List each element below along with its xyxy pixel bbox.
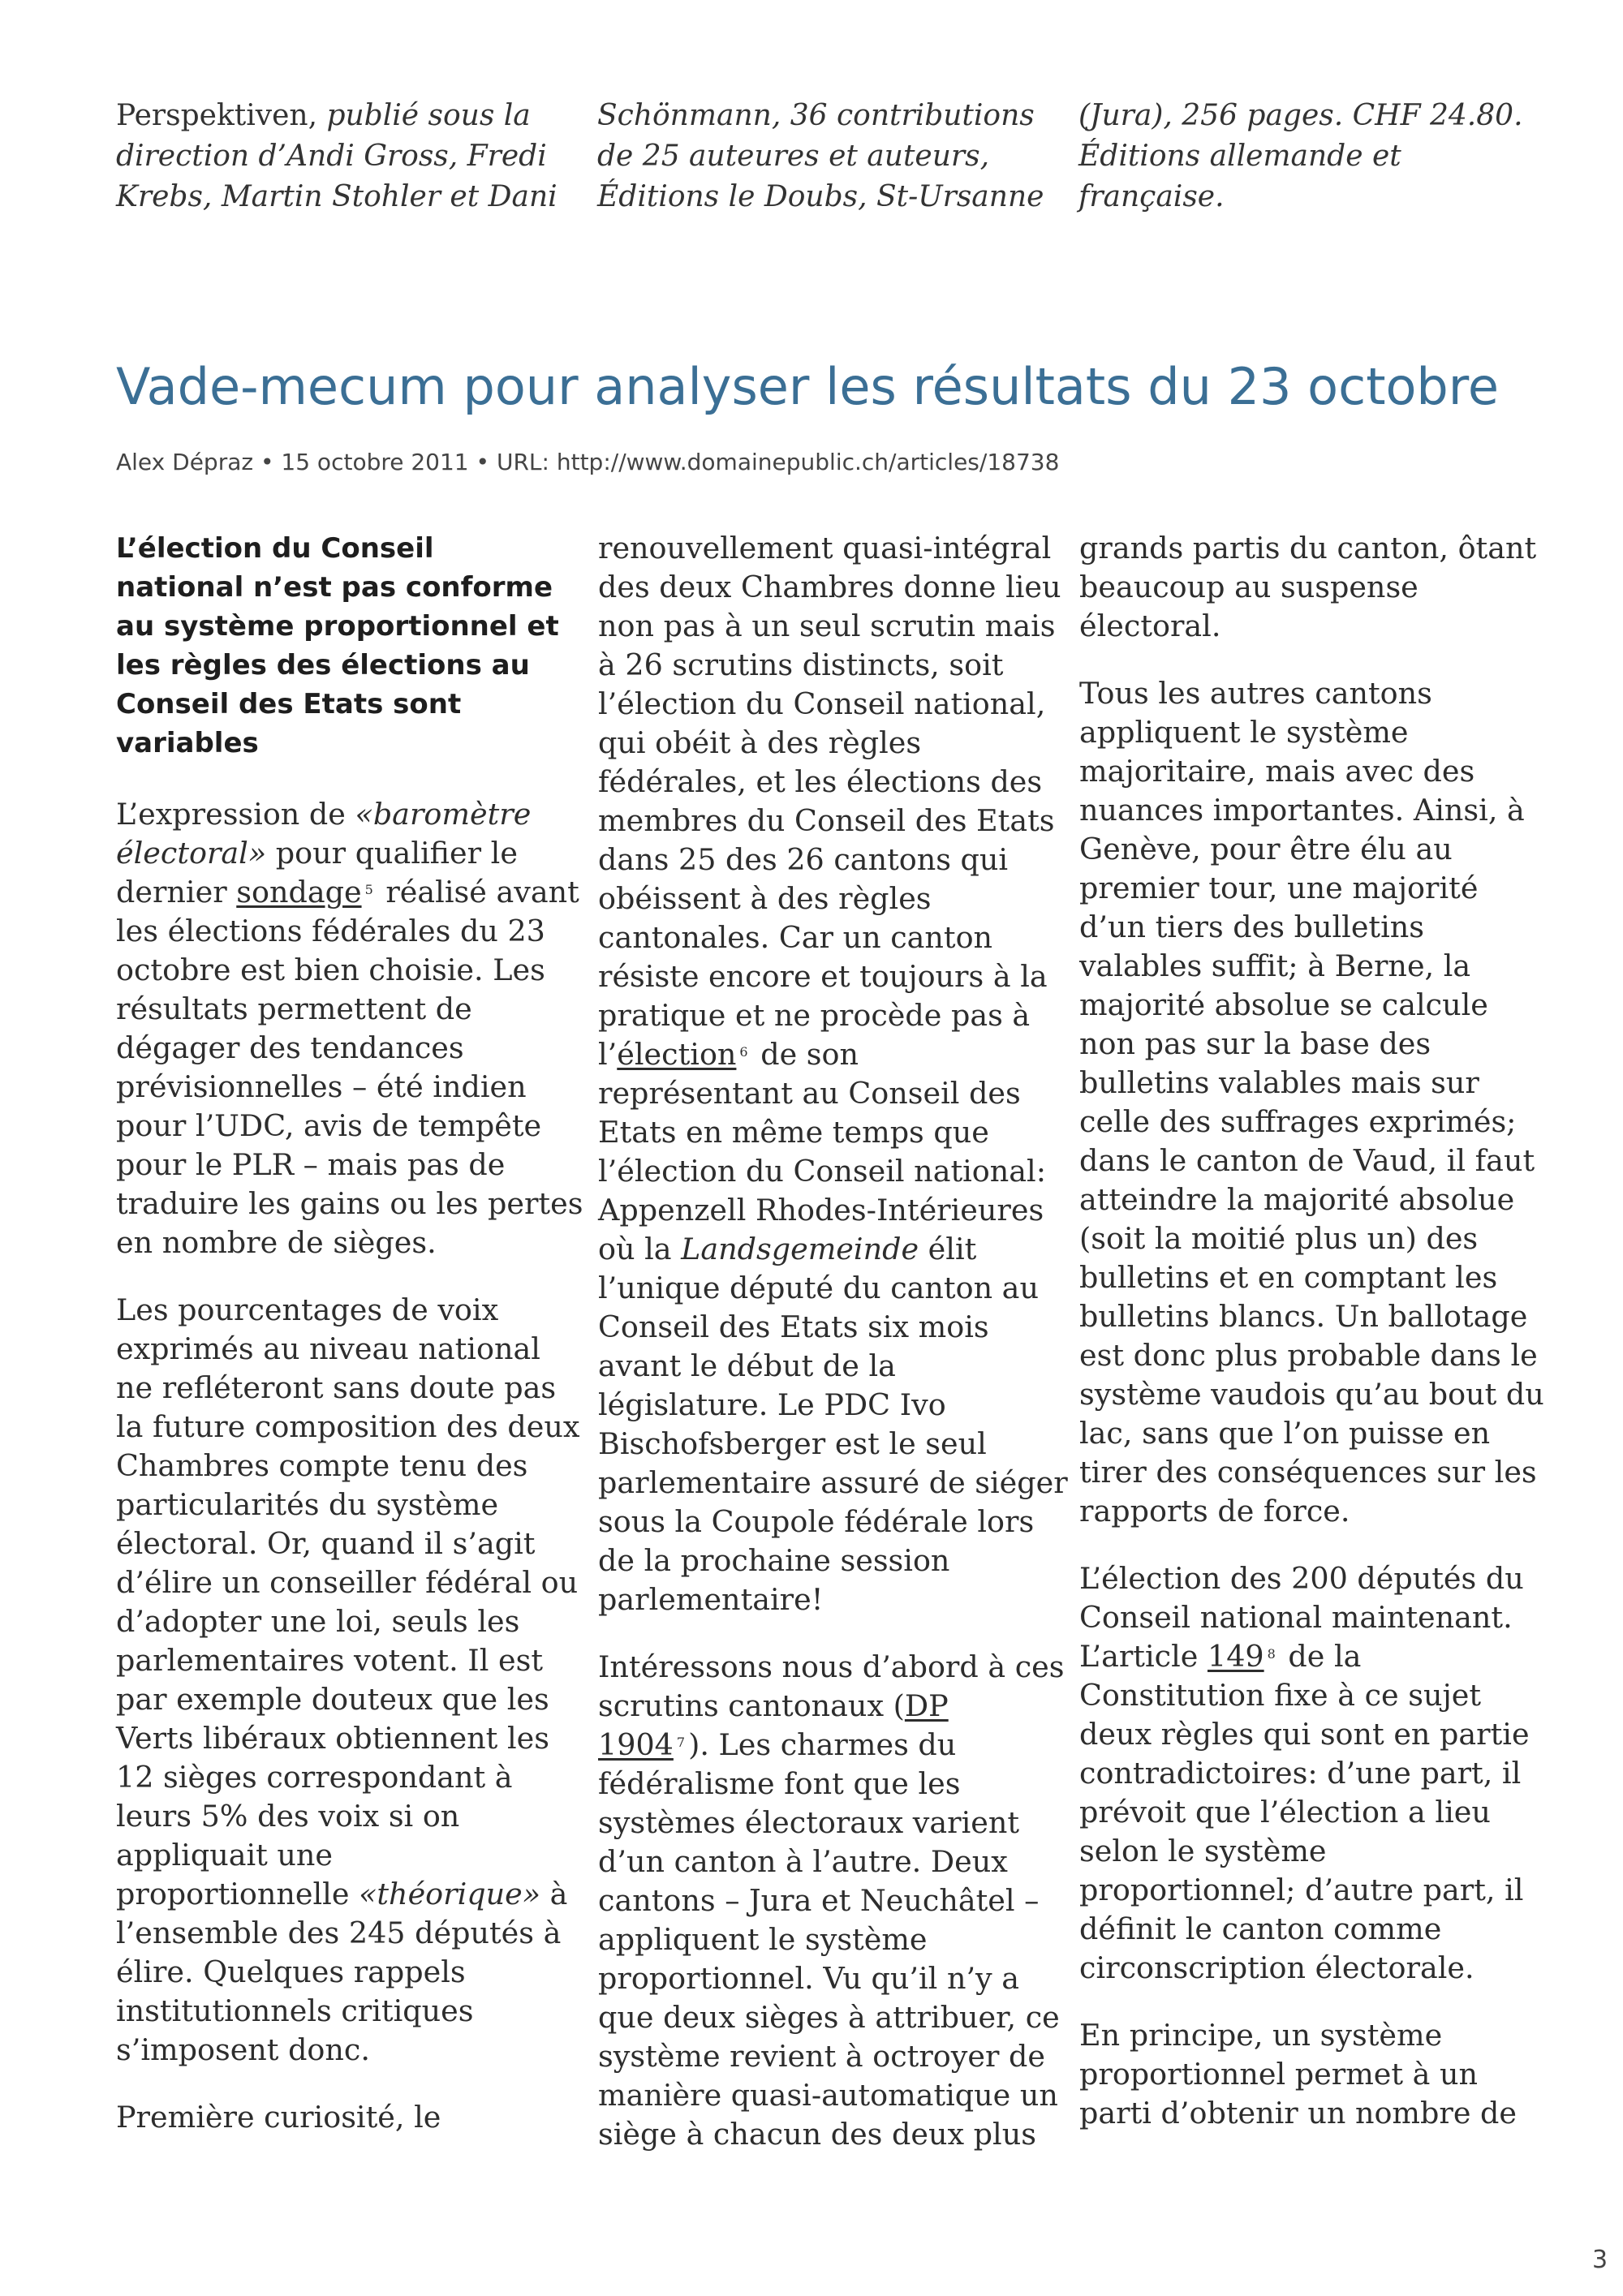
body-paragraph [1079, 1559, 1542, 1988]
previous-article-col-1 [116, 96, 558, 217]
article-title: Vade-mecum pour analyser les résultats du 23 octobre [116, 357, 1500, 416]
text-line: Genève, pour être élu au [1079, 832, 1453, 866]
body-paragraph [116, 795, 583, 1262]
text-line: dégager des tendances [116, 1030, 464, 1065]
text-line: parlementaires votent. Il est [116, 1643, 543, 1678]
text-line: octobre est bien choisie. Les [116, 952, 545, 987]
text-line: appliquent le système [1079, 715, 1409, 750]
text-line: Conseil des Etats six mois [598, 1309, 989, 1344]
text-line: Chambres compte tenu des [116, 1448, 528, 1483]
text-line: pour l’UDC, avis de tempête [116, 1108, 542, 1143]
text-line: prévisionnelles – été indien [116, 1069, 527, 1104]
previous-article-col-3 [1078, 96, 1533, 217]
text-line: non pas à un seul scrutin mais [598, 608, 1056, 643]
italic-text: «baromètre [355, 797, 532, 832]
text-line: Intéressons nous d’abord à ces [598, 1649, 1065, 1684]
text-line: s’imposent donc. [116, 2032, 370, 2067]
article-lead [116, 529, 559, 763]
text-line: Éditions allemande et [1078, 140, 1401, 173]
text-line: française. [1078, 180, 1225, 213]
article-column-1 [116, 529, 583, 2165]
text-line: obéissent à des règles [598, 881, 932, 916]
text-line: législature. Le PDC Ivo [598, 1387, 946, 1422]
article-author: Alex Dépraz [116, 449, 254, 475]
text-line: Constitution fixe à ce sujet [1079, 1678, 1482, 1713]
previous-article-tail [116, 96, 1523, 226]
text-line: Première curiosité, le [116, 2100, 441, 2135]
footnote-link[interactable]: élection [617, 1037, 737, 1072]
text-line: L’élection du Conseil [116, 532, 434, 565]
text-line: nuances importantes. Ainsi, à [1079, 793, 1525, 828]
text-line [116, 96, 554, 136]
text-line: majoritaire, mais avec des [1079, 754, 1475, 789]
body-paragraph [598, 1648, 1065, 2154]
text-line: membres du Conseil des Etats [598, 803, 1055, 838]
text-line: de 25 auteures et auteurs, [597, 140, 990, 173]
text-line: avant le début de la [598, 1348, 896, 1383]
text-line: appliquait une [116, 1838, 334, 1872]
text-line: par exemple douteux que les [116, 1682, 549, 1717]
text-line: Éditions le Doubs, St-Ursanne [597, 180, 1044, 213]
italic-text: Landsgemeinde [681, 1232, 919, 1266]
text-line: Les pourcentages de voix [116, 1292, 499, 1327]
text-line: Bischofsberger est le seul [598, 1426, 987, 1461]
text-line: pour le PLR – mais pas de [116, 1147, 506, 1182]
italic-text: électoral» [116, 836, 267, 871]
text-line: premier tour, une majorité [1079, 871, 1479, 905]
text-line: prévoit que l’élection a lieu [1079, 1795, 1491, 1829]
text-line: élire. Quelques rappels [116, 1954, 466, 1989]
text-line: dans le canton de Vaud, il faut [1079, 1143, 1535, 1178]
article-column-2 [598, 529, 1068, 2182]
text-line: d’adopter une loi, seuls les [116, 1604, 520, 1639]
text-line: Etats en même temps que [598, 1115, 989, 1150]
body-paragraph [116, 1291, 580, 2070]
text-line: lac, sans que l’on puisse en [1079, 1416, 1491, 1451]
text-line: renouvellement quasi-intégral [598, 531, 1052, 565]
text-line: système revient à octroyer de [598, 2039, 1045, 2074]
text-line: bulletins blancs. Un ballotage [1079, 1299, 1528, 1334]
footnote-link[interactable]: DP [904, 1688, 949, 1723]
text-line: fédéralisme font que les [598, 1766, 961, 1801]
text-line: manière quasi-automatique un [598, 2078, 1058, 2113]
text-line [116, 177, 558, 217]
text-line: L’expression de «baromètre [116, 797, 532, 832]
footnote-link[interactable]: sondage [236, 875, 362, 909]
text-line: tirer des conséquences sur les [1079, 1455, 1537, 1490]
text-line: en nombre de sièges. [116, 1225, 437, 1260]
text-line: est donc plus probable dans le [1079, 1338, 1538, 1373]
body-paragraph [1079, 2016, 1542, 2133]
article-url-link[interactable]: http://www.domainepublic.ch/articles/18738 [556, 449, 1060, 475]
text-line: au système proportionnel et [116, 610, 559, 643]
text-line: où la Landsgemeinde élit [598, 1232, 977, 1266]
text-line: scrutins cantonaux (DP [598, 1688, 949, 1723]
text-line: système vaudois qu’au bout du [1079, 1377, 1544, 1412]
text-line: 12 sièges correspondant à [116, 1760, 513, 1795]
text-line: dernier sondage $^5$ réalisé avant [116, 875, 579, 909]
text-line: l’élection du Conseil national, [598, 686, 1046, 721]
text-line: proportionnel. Vu qu’il n’y a [598, 1961, 1020, 1996]
text-line: parti d’obtenir un nombre de [1079, 2096, 1518, 2130]
text-line: résiste encore et toujours à la [598, 959, 1048, 994]
text-line: En principe, un système [1079, 2018, 1443, 2053]
text-line: beaucoup au suspense [1079, 570, 1419, 604]
book-title-tail: Perspektiven, [116, 99, 327, 132]
text-line: systèmes électoraux varient [598, 1805, 1020, 1840]
page-number: 3 [1592, 2246, 1608, 2274]
text-line: Verts libéraux obtiennent les [116, 1721, 549, 1756]
text-line: qui obéit à des règles [598, 725, 922, 760]
text-line: cantonales. Car un canton [598, 920, 993, 955]
text-line: électoral. [1079, 608, 1221, 643]
text-line: pratique et ne procède pas à [598, 998, 1031, 1033]
footnote-number: 5 [364, 882, 373, 897]
footnote-number: 8 [1267, 1646, 1276, 1662]
text-line: l’élection $^6$ de son [598, 1037, 859, 1072]
text-line: Tous les autres cantons [1079, 676, 1432, 711]
text-line: national n’est pas conforme [116, 571, 553, 604]
text-line: parlementaire assuré de siéger [598, 1465, 1068, 1500]
text-line: celle des suffrages exprimés; [1079, 1104, 1517, 1139]
text-line: Conseil national maintenant. [1079, 1600, 1513, 1635]
article-date: 15 octobre 2011 [281, 449, 469, 475]
text-line: sous la Coupole fédérale lors [598, 1504, 1035, 1539]
text-line [116, 136, 554, 177]
text-line: les élections fédérales du 23 [116, 914, 545, 948]
previous-article-col-2 [597, 96, 1044, 217]
text-line: électoral» pour qualifier le [116, 836, 518, 871]
book-credit-text: Krebs, Martin Stohler et Dani [116, 180, 558, 213]
body-paragraph [1079, 529, 1542, 646]
text-line: siège à chacun des deux plus [598, 2117, 1036, 2152]
footnote-link[interactable]: 149 [1207, 1639, 1264, 1674]
text-line: L’élection des 200 députés du [1079, 1561, 1524, 1596]
text-line: définit le canton comme [1079, 1911, 1442, 1946]
body-paragraph [1079, 674, 1542, 1531]
text-line: Conseil des Etats sont [116, 688, 462, 720]
body-paragraph [116, 2098, 554, 2137]
text-line: particularités du système [116, 1487, 499, 1522]
text-line: de la prochaine session [598, 1543, 950, 1578]
text-line: L’article 149 $^8$ de la [1079, 1639, 1362, 1674]
text-line: cantons – Jura et Neuchâtel – [598, 1883, 1040, 1918]
text-line: traduire les gains ou les pertes [116, 1186, 583, 1221]
text-line: leurs 5% des voix si on [116, 1799, 460, 1834]
text-line: deux règles qui sont en partie [1079, 1717, 1530, 1752]
text-line: résultats permettent de [116, 991, 472, 1026]
text-line: l’unique député du canton au [598, 1271, 1039, 1305]
text-line: proportionnel; d’autre part, il [1079, 1872, 1524, 1907]
text-line: exprimés au niveau national [116, 1331, 540, 1366]
article-meta [116, 446, 1059, 479]
text-line: d’un tiers des bulletins [1079, 909, 1425, 944]
text-line: valables suffit; à Berne, la [1079, 948, 1471, 983]
text-line: bulletins valables mais sur [1079, 1065, 1479, 1100]
text-line: variables [116, 727, 259, 759]
text-line: 1904 $^7$ ). Les charmes du [598, 1727, 957, 1762]
article-column-3 [1079, 529, 1542, 2161]
text-line: représentant au Conseil des [598, 1076, 1021, 1111]
text-line: l’ensemble des 245 députés à [116, 1915, 562, 1950]
text-line: proportionnel permet à un [1079, 2057, 1479, 2092]
text-line: dans 25 des 26 cantons qui [598, 842, 1009, 877]
text-line: circonscription électorale. [1079, 1950, 1474, 1985]
book-credit-text: direction d’Andi Gross, Fredi [116, 140, 547, 173]
book-credit-text: publié sous la [326, 99, 531, 132]
text-line: parlementaire! [598, 1582, 824, 1617]
text-line: Schönmann, 36 contributions [597, 99, 1035, 132]
footnote-link[interactable]: 1904 [598, 1727, 674, 1762]
text-line: selon le système [1079, 1834, 1327, 1868]
text-line: grands partis du canton, ôtant [1079, 531, 1537, 565]
text-line: (Jura), 256 pages. CHF 24.80. [1078, 99, 1523, 132]
italic-text: «théorique» [359, 1877, 541, 1911]
text-line: rapports de force. [1079, 1494, 1350, 1529]
text-line: appliquent le système [598, 1922, 928, 1957]
text-line: électoral. Or, quand il s’agit [116, 1526, 536, 1561]
text-line: fédérales, et les élections des [598, 764, 1043, 799]
text-line: proportionnelle «théorique» à [116, 1877, 568, 1911]
meta-separator: • [476, 449, 490, 475]
text-line: à 26 scrutins distincts, soit [598, 647, 1004, 682]
text-line: (soit la moitié plus un) des [1079, 1221, 1479, 1256]
url-label: URL: [496, 449, 549, 475]
text-line: bulletins et en comptant les [1079, 1260, 1498, 1295]
text-line: la future composition des deux [116, 1409, 580, 1444]
text-line: l’élection du Conseil national: [598, 1154, 1047, 1189]
text-line: les règles des élections au [116, 649, 530, 681]
text-line: non pas sur la base des [1079, 1026, 1431, 1061]
text-line: des deux Chambres donne lieu [598, 570, 1061, 604]
text-line: d’un canton à l’autre. Deux [598, 1844, 1008, 1879]
meta-separator: • [260, 449, 274, 475]
text-line: atteindre la majorité absolue [1079, 1182, 1515, 1217]
text-line: Appenzell Rhodes-Intérieures [598, 1193, 1044, 1228]
text-line: majorité absolue se calcule [1079, 987, 1488, 1022]
footnote-number: 6 [739, 1044, 748, 1060]
text-line: ne refléteront sans doute pas [116, 1370, 557, 1405]
text-line: contradictoires: d’une part, il [1079, 1756, 1522, 1791]
body-paragraph [598, 529, 1068, 1619]
footnote-number: 7 [676, 1735, 686, 1750]
text-line: institutionnels critiques [116, 1993, 474, 2028]
text-line: que deux sièges à attribuer, ce [598, 2000, 1060, 2035]
text-line: d’élire un conseiller fédéral ou [116, 1565, 579, 1600]
